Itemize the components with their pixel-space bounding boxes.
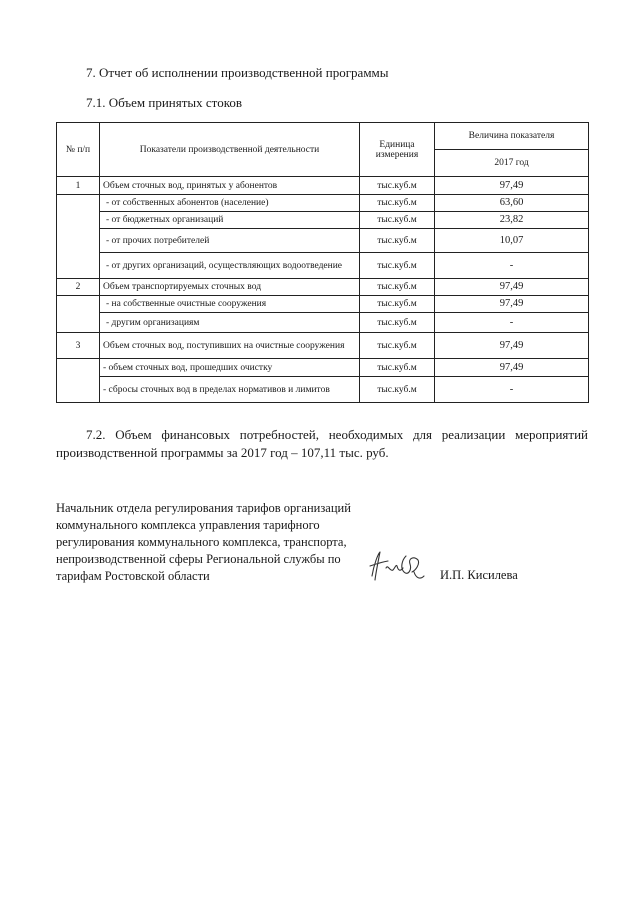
row-unit: тыс.куб.м bbox=[360, 333, 435, 359]
row-indicator: - другим организациям bbox=[100, 313, 360, 333]
table-row bbox=[57, 359, 589, 377]
header-unit: Единица измерения bbox=[360, 123, 435, 177]
table-row bbox=[57, 279, 589, 296]
row-unit: тыс.куб.м bbox=[360, 177, 435, 195]
row-indicator: - сбросы сточных вод в пределах нормативов и лимитов bbox=[100, 377, 360, 403]
table-row bbox=[57, 253, 589, 279]
row-value: 97,49 bbox=[435, 333, 589, 359]
row-unit: тыс.куб.м bbox=[360, 359, 435, 377]
header-year: 2017 год bbox=[435, 150, 589, 177]
table-row bbox=[57, 313, 589, 333]
row-unit: тыс.куб.м bbox=[360, 212, 435, 229]
subsection-title: 7.1. Объем принятых стоков bbox=[86, 95, 242, 110]
header-value-group: Величина показателя bbox=[435, 123, 589, 150]
table-row bbox=[57, 195, 589, 212]
row-value: 97,49 bbox=[435, 279, 589, 296]
row-indicator: - объем сточных вод, прошедших очистку bbox=[100, 359, 360, 377]
row-value: 23,82 bbox=[435, 212, 589, 229]
row-value: 63,60 bbox=[435, 195, 589, 212]
handwritten-signature bbox=[366, 546, 428, 586]
row-num-merged bbox=[57, 195, 100, 279]
row-value: - bbox=[435, 377, 589, 403]
row-value: - bbox=[435, 313, 589, 333]
section-title: 7. Отчет об исполнении производственной программы bbox=[86, 65, 389, 80]
row-indicator: - от других организаций, осуществляющих водоотведение bbox=[100, 253, 360, 279]
table-row bbox=[57, 229, 589, 253]
row-num-merged bbox=[57, 359, 100, 403]
header-num: № п/п bbox=[57, 123, 100, 177]
row-unit: тыс.куб.м bbox=[360, 229, 435, 253]
row-unit: тыс.куб.м bbox=[360, 253, 435, 279]
row-unit: тыс.куб.м bbox=[360, 279, 435, 296]
row-indicator: - от прочих потребителей bbox=[100, 229, 360, 253]
row-indicator: Объем сточных вод, поступивших на очистные сооружения bbox=[100, 333, 360, 359]
row-unit: тыс.куб.м bbox=[360, 377, 435, 403]
table-row bbox=[57, 333, 589, 359]
row-value: 97,49 bbox=[435, 296, 589, 313]
row-unit: тыс.куб.м bbox=[360, 195, 435, 212]
row-unit: тыс.куб.м bbox=[360, 296, 435, 313]
signatory-position: Начальник отдела регулирования тарифов организаций коммунального комплекса управления тарифного регулирования коммунального комплекса, транспорта, непроизводственной сферы Региональной службы по тарифам Ростовской области bbox=[56, 501, 351, 583]
row-indicator: Объем сточных вод, принятых у абонентов bbox=[100, 177, 360, 195]
row-unit: тыс.куб.м bbox=[360, 313, 435, 333]
row-value: 10,07 bbox=[435, 229, 589, 253]
row-value: 97,49 bbox=[435, 359, 589, 377]
row-indicator: - от бюджетных организаций bbox=[100, 212, 360, 229]
row-indicator: Объем транспортируемых сточных вод bbox=[100, 279, 360, 296]
row-num: 2 bbox=[57, 279, 100, 296]
row-num-merged bbox=[57, 296, 100, 333]
signatory-name: И.П. Кисилева bbox=[440, 568, 518, 582]
report-table bbox=[56, 122, 589, 403]
row-value: 97,49 bbox=[435, 177, 589, 195]
table-row bbox=[57, 212, 589, 229]
table-row bbox=[57, 296, 589, 313]
financial-needs-paragraph: 7.2. Объем финансовых потребностей, необходимых для реализации мероприятий производственной программы за 2017 год – 107,11 тыс. руб. bbox=[56, 427, 588, 460]
row-indicator: - на собственные очистные сооружения bbox=[100, 296, 360, 313]
row-num: 3 bbox=[57, 333, 100, 359]
row-value: - bbox=[435, 253, 589, 279]
table-row bbox=[57, 177, 589, 195]
row-indicator: - от собственных абонентов (население) bbox=[100, 195, 360, 212]
row-num: 1 bbox=[57, 177, 100, 195]
header-indicator: Показатели производственной деятельности bbox=[100, 123, 360, 177]
table-row bbox=[57, 377, 589, 403]
